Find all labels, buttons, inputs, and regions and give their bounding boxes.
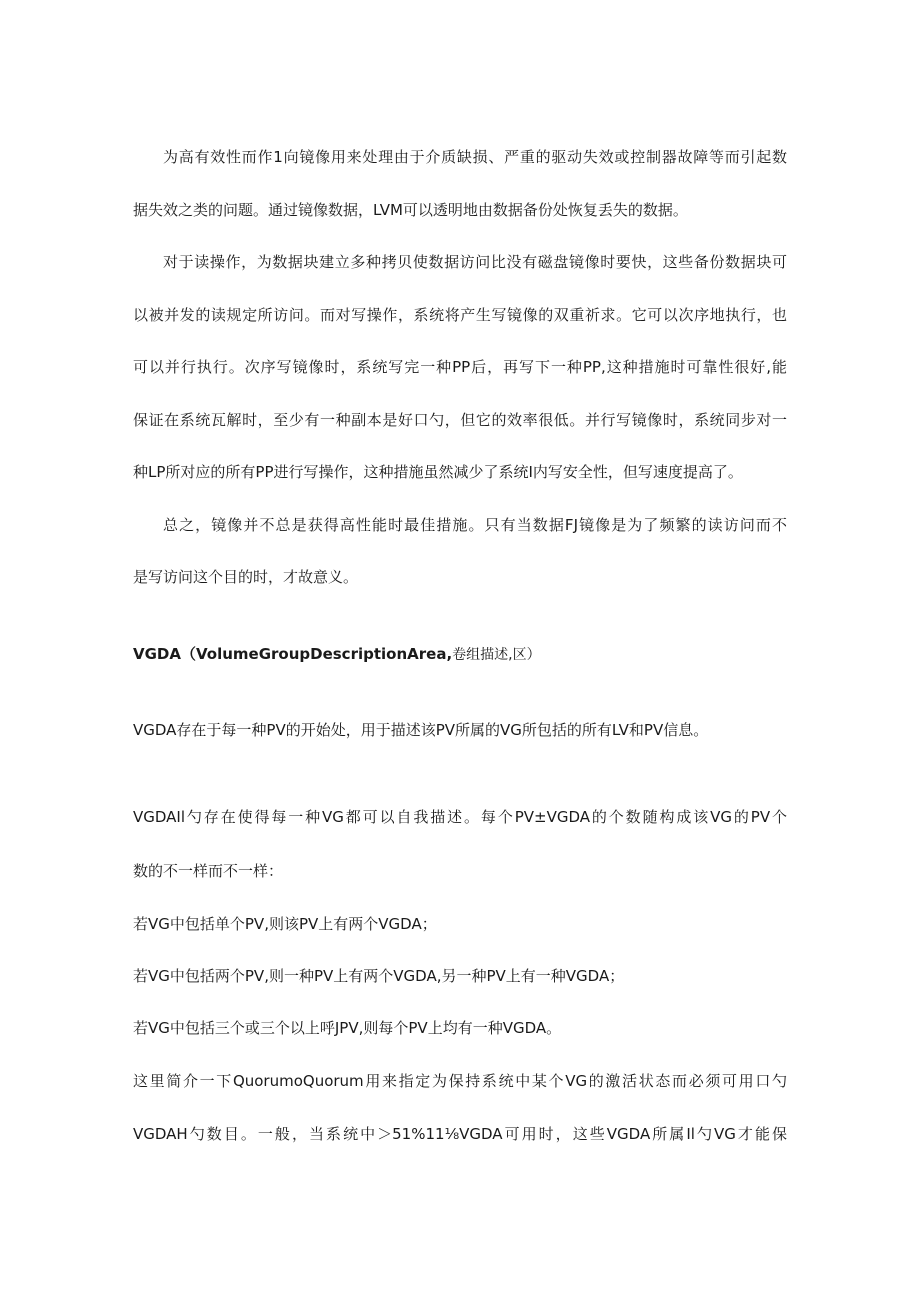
list-item: 若VG中包括三个或三个以上呼JPV,则每个PV上均有一种VGDA。 bbox=[133, 1019, 562, 1037]
list-item: 若VG中包括两个PV,则一种PV上有两个VGDA,另一种PV上有一种VGDA； bbox=[133, 967, 625, 985]
paragraph-3-line-1: 总之，镜像并不总是获得高性能时最佳措施。只有当数据FJ镜像是为了频繁的读访问而不 bbox=[163, 516, 787, 534]
paragraph-2-line-5: 种LP所对应的所有PP进行写操作，这种措施虽然减少了系统I内写安全性，但写速度提高了。 bbox=[133, 463, 743, 481]
paragraph-1-line-2: 据失效之类的问题。通过镜像数据，LVM可以透明地由数据备份处恢复丢失的数据。 bbox=[133, 201, 688, 219]
section-heading-suffix: 卷组描述,区） bbox=[452, 647, 541, 663]
paragraph-4: VGDA存在于每一种PV的开始处，用于描述该PV所属的VG所包括的所有LV和PV信息。 bbox=[133, 721, 709, 739]
paragraph-6-line-1: 这里简介一下QuorumoQuorum用来指定为保持系统中某个VG的激活状态而必须可用口勺 bbox=[133, 1072, 787, 1090]
paragraph-5-line-2: 数的不一样而不一样： bbox=[133, 862, 284, 880]
paragraph-2-line-4: 保证在系统瓦解时，至少有一种副本是好口勺，但它的效率很低。并行写镜像时，系统同步对一 bbox=[133, 411, 787, 429]
section-heading-title: VGDA（VolumeGroupDescriptionArea, bbox=[133, 645, 453, 663]
paragraph-2-line-3: 可以并行执行。次序写镜像时，系统写完一种PP后，再写下一种PP,这种措施时可靠性很好,能 bbox=[133, 358, 787, 376]
paragraph-2-line-2: 以被并发的读规定所访问。而对写操作，系统将产生写镜像的双重祈求。它可以次序地执行，也 bbox=[133, 306, 787, 324]
list-item: 若VG中包括单个PV,则该PV上有两个VGDA； bbox=[133, 915, 437, 933]
paragraph-2-line-1: 对于读操作，为数据块建立多种拷贝使数据访问比没有磁盘镜像时要快，这些备份数据块可 bbox=[163, 253, 787, 271]
paragraph-6-line-2: VGDAH勺数目。一般，当系统中＞51%11⅛VGDA可用时，这些VGDA所属Il勺VG才能保 bbox=[133, 1125, 787, 1143]
paragraph-1-line-1: 为高有效性而作1向镜像用来处理由于介质缺损、严重的驱动失效或控制器故障等而引起数 bbox=[163, 148, 787, 166]
paragraph-3-line-2: 是写访问这个目的时，才故意义。 bbox=[133, 568, 359, 586]
paragraph-5-line-1: VGDAIl勺存在使得每一种VG都可以自我描述。每个PV±VGDA的个数随构成该VG的PV个 bbox=[133, 808, 787, 826]
section-heading bbox=[133, 644, 787, 665]
